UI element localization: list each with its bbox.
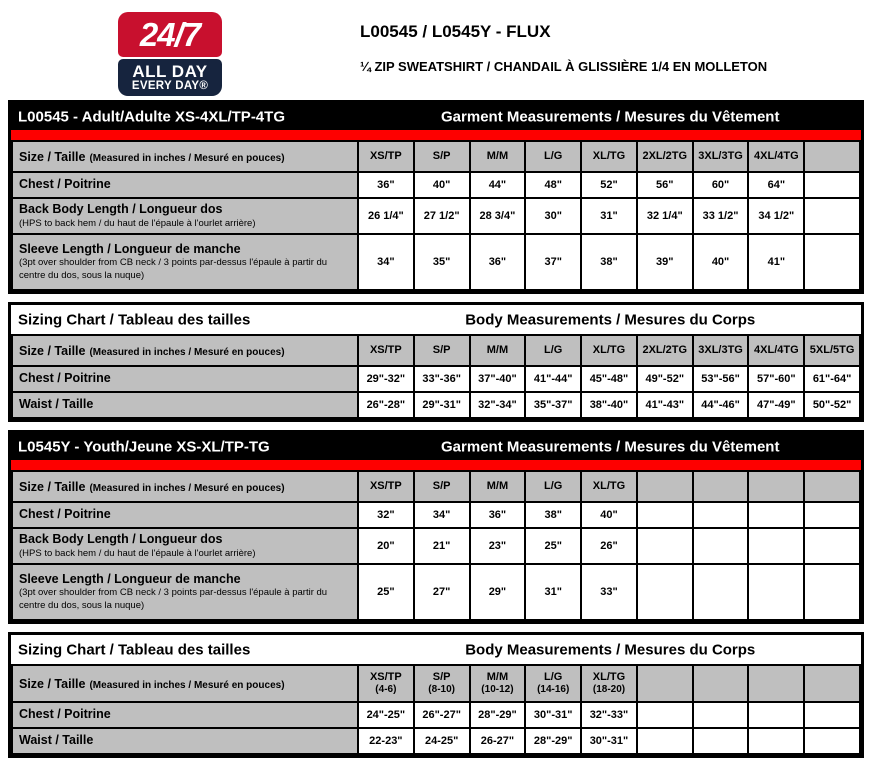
row-label-cell	[12, 702, 358, 728]
row-label: Sleeve Length / Longueur de manche	[19, 241, 241, 256]
table-header-bar	[11, 433, 861, 460]
size-column-label: 4XL/4TG	[754, 343, 799, 356]
size-column-header	[804, 141, 860, 172]
row-label: Chest / Poitrine	[19, 177, 111, 192]
doc-header	[0, 0, 871, 100]
value-cell	[693, 528, 749, 564]
size-label-note: (Measured in inches / Mesuré en pouces)	[89, 346, 285, 358]
value-cell: 30"-31"	[581, 728, 637, 754]
row-sublabel: (HPS to back hem / du haut de l'épaule à l'ourlet arrière)	[19, 217, 256, 229]
title-block	[360, 22, 767, 74]
measurement-row	[12, 366, 860, 392]
value-cell: 50"-52"	[804, 392, 860, 418]
value-cell: 44"	[470, 172, 526, 198]
size-column-header	[748, 141, 804, 172]
value-cell	[748, 528, 804, 564]
measurement-row	[12, 172, 860, 198]
size-label-cell	[12, 471, 358, 502]
measurement-row	[12, 502, 860, 528]
value-cell: 61"-64"	[804, 366, 860, 392]
size-label-cell	[12, 335, 358, 366]
value-cell: 32"-34"	[470, 392, 526, 418]
size-tables-container	[8, 100, 864, 766]
table-adult-body	[8, 302, 864, 422]
table-youth-body	[8, 632, 864, 758]
value-cell: 26-27"	[470, 728, 526, 754]
size-column-label: M/M	[486, 343, 509, 356]
size-column-header	[358, 471, 414, 502]
product-subtitle: ¼ ZIP SWEATSHIRT / CHANDAIL À GLISSIÈRE 1/4 EN MOLLETON	[360, 59, 768, 74]
size-column-range: (10-12)	[481, 684, 514, 696]
row-label-cell	[12, 392, 358, 418]
size-column-range: (4-6)	[375, 684, 397, 696]
measurement-row	[12, 392, 860, 418]
size-column-label: S/P	[432, 670, 451, 683]
value-cell: 52"	[581, 172, 637, 198]
value-cell: 41"-44"	[525, 366, 581, 392]
value-cell: 29"-32"	[358, 366, 414, 392]
size-table	[11, 664, 861, 755]
brand-logo	[118, 12, 222, 96]
value-cell	[693, 728, 749, 754]
value-cell: 36"	[470, 502, 526, 528]
value-cell: 29"	[470, 564, 526, 620]
measurement-row	[12, 728, 860, 754]
size-column-label: XS/TP	[369, 479, 402, 492]
value-cell	[804, 702, 860, 728]
value-cell: 34"	[414, 502, 470, 528]
row-label-cell	[12, 564, 358, 620]
size-column-range: (14-16)	[537, 684, 570, 696]
value-cell: 35"-37"	[525, 392, 581, 418]
size-column-label: XS/TP	[369, 670, 402, 683]
value-cell	[693, 502, 749, 528]
size-column-header	[637, 665, 693, 702]
size-table	[11, 470, 861, 621]
value-cell	[637, 728, 693, 754]
table-header-right: Garment Measurements / Mesures du Vêtement	[441, 438, 780, 455]
value-cell: 27 1/2"	[414, 198, 470, 234]
size-column-label: XL/TG	[592, 343, 626, 356]
size-column-header	[358, 335, 414, 366]
value-cell	[637, 564, 693, 620]
size-column-header	[525, 665, 581, 702]
value-cell	[637, 502, 693, 528]
size-column-range: (18-20)	[592, 684, 626, 696]
size-label-cell	[12, 665, 358, 702]
row-sublabel: (3pt over shoulder from CB neck / 3 points par-dessus l'épaule à partir du centre du dos, sous la nuque)	[19, 587, 328, 611]
size-column-header	[581, 471, 637, 502]
value-cell	[748, 502, 804, 528]
row-sublabel: (HPS to back hem / du haut de l'épaule à l'ourlet arrière)	[19, 547, 256, 559]
value-cell: 39"	[637, 234, 693, 290]
table-header-left: Sizing Chart / Tableau des tailles	[18, 311, 251, 328]
value-cell: 40"	[693, 234, 749, 290]
value-cell: 29"-31"	[414, 392, 470, 418]
value-cell: 38"-40"	[581, 392, 637, 418]
table-header-bar	[11, 305, 861, 334]
value-cell: 31"	[581, 198, 637, 234]
value-cell	[748, 728, 804, 754]
value-cell: 24-25"	[414, 728, 470, 754]
value-cell: 28"-29"	[525, 728, 581, 754]
table-header-right: Body Measurements / Mesures du Corps	[465, 311, 756, 328]
size-column-label: M/M	[486, 479, 509, 492]
size-column-header	[748, 471, 804, 502]
logo-all-day-text: ALL DAY	[132, 61, 208, 81]
measurement-row	[12, 234, 860, 290]
table-header-left: L0545Y - Youth/Jeune XS-XL/TP-TG	[18, 438, 270, 455]
row-label: Sleeve Length / Longueur de manche	[19, 571, 241, 586]
value-cell: 25"	[525, 528, 581, 564]
size-column-header	[693, 471, 749, 502]
size-column-header	[804, 665, 860, 702]
size-table	[11, 334, 861, 419]
table-header-right: Garment Measurements / Mesures du Vêtement	[441, 108, 780, 125]
size-column-header	[414, 471, 470, 502]
value-cell: 38"	[581, 234, 637, 290]
value-cell: 26 1/4"	[358, 198, 414, 234]
value-cell: 28 3/4"	[470, 198, 526, 234]
size-column-label: S/P	[432, 343, 451, 356]
value-cell: 20"	[358, 528, 414, 564]
size-header-row	[12, 471, 860, 502]
value-cell	[748, 702, 804, 728]
size-header-row	[12, 665, 860, 702]
size-column-header	[637, 141, 693, 172]
size-column-header	[581, 665, 637, 702]
value-cell: 36"	[470, 234, 526, 290]
size-column-header	[804, 335, 860, 366]
size-column-label: XL/TG	[592, 149, 626, 162]
measurement-row	[12, 564, 860, 620]
size-column-header	[470, 335, 526, 366]
table-header-bar	[11, 635, 861, 664]
value-cell: 37"	[525, 234, 581, 290]
row-label: Waist / Taille	[19, 397, 94, 412]
value-cell	[804, 198, 860, 234]
size-column-label: 3XL/3TG	[698, 343, 743, 356]
value-cell	[804, 234, 860, 290]
size-column-header	[470, 471, 526, 502]
value-cell: 41"	[748, 234, 804, 290]
value-cell: 37"-40"	[470, 366, 526, 392]
value-cell: 44"-46"	[693, 392, 749, 418]
value-cell: 60"	[693, 172, 749, 198]
logo-24-7-badge	[118, 12, 222, 57]
value-cell: 41"-43"	[637, 392, 693, 418]
size-column-label: M/M	[486, 149, 509, 162]
size-column-label: L/G	[544, 479, 563, 492]
size-column-label: 5XL/5TG	[809, 343, 855, 356]
value-cell	[693, 564, 749, 620]
row-label: Back Body Length / Longueur dos	[19, 532, 223, 547]
value-cell: 36"	[358, 172, 414, 198]
value-cell: 40"	[414, 172, 470, 198]
size-column-header	[693, 335, 749, 366]
measurement-row	[12, 198, 860, 234]
value-cell: 31"	[525, 564, 581, 620]
value-cell	[804, 502, 860, 528]
value-cell: 32"	[358, 502, 414, 528]
size-column-header	[748, 335, 804, 366]
size-column-header	[637, 471, 693, 502]
value-cell: 32 1/4"	[637, 198, 693, 234]
value-cell	[693, 702, 749, 728]
size-column-header	[804, 471, 860, 502]
size-column-label: 4XL/4TG	[754, 149, 799, 162]
size-column-header	[525, 141, 581, 172]
size-column-label: XS/TP	[369, 149, 402, 162]
value-cell: 34"	[358, 234, 414, 290]
value-cell: 26"-27"	[414, 702, 470, 728]
table-youth-garment	[8, 430, 864, 624]
size-column-label: XS/TP	[369, 343, 402, 356]
size-column-label: L/G	[544, 670, 563, 683]
red-stripe	[11, 460, 861, 470]
value-cell: 27"	[414, 564, 470, 620]
value-cell: 35"	[414, 234, 470, 290]
size-column-header	[470, 141, 526, 172]
measurement-row	[12, 702, 860, 728]
row-label-cell	[12, 366, 358, 392]
size-column-header	[414, 335, 470, 366]
logo-24-7-text: 24/7	[139, 15, 201, 53]
size-column-label: L/G	[544, 149, 563, 162]
value-cell: 30"	[525, 198, 581, 234]
value-cell	[804, 528, 860, 564]
row-label-cell	[12, 728, 358, 754]
value-cell: 23"	[470, 528, 526, 564]
value-cell: 25"	[358, 564, 414, 620]
size-column-header	[358, 141, 414, 172]
value-cell: 34 1/2"	[748, 198, 804, 234]
size-label-note: (Measured in inches / Mesuré en pouces)	[89, 152, 285, 164]
size-label: Size / Taille	[19, 149, 86, 164]
size-header-row	[12, 141, 860, 172]
value-cell: 26"	[581, 528, 637, 564]
value-cell: 49"-52"	[637, 366, 693, 392]
measurement-row	[12, 528, 860, 564]
row-label-cell	[12, 528, 358, 564]
row-label-cell	[12, 234, 358, 290]
table-header-left: L00545 - Adult/Adulte XS-4XL/TP-4TG	[18, 108, 285, 125]
size-column-header	[414, 141, 470, 172]
size-column-header	[693, 141, 749, 172]
table-header-bar	[11, 103, 861, 130]
value-cell: 28"-29"	[470, 702, 526, 728]
value-cell	[637, 528, 693, 564]
size-column-label: XL/TG	[592, 479, 626, 492]
size-label-note: (Measured in inches / Mesuré en pouces)	[89, 482, 285, 494]
size-column-header	[414, 665, 470, 702]
value-cell: 24"-25"	[358, 702, 414, 728]
size-column-header	[358, 665, 414, 702]
value-cell	[748, 564, 804, 620]
value-cell: 22-23"	[358, 728, 414, 754]
value-cell: 33"-36"	[414, 366, 470, 392]
row-label-cell	[12, 502, 358, 528]
row-label: Waist / Taille	[19, 733, 94, 748]
value-cell: 40"	[581, 502, 637, 528]
logo-all-day-badge	[118, 59, 222, 96]
size-column-header	[637, 335, 693, 366]
value-cell: 21"	[414, 528, 470, 564]
size-column-header	[525, 335, 581, 366]
size-column-header	[470, 665, 526, 702]
size-column-label: S/P	[432, 479, 451, 492]
size-header-row	[12, 335, 860, 366]
value-cell	[804, 172, 860, 198]
size-column-label: 2XL/2TG	[642, 343, 688, 356]
table-header-left: Sizing Chart / Tableau des tailles	[18, 641, 251, 658]
size-column-header	[693, 665, 749, 702]
value-cell: 33 1/2"	[693, 198, 749, 234]
value-cell: 26"-28"	[358, 392, 414, 418]
size-label: Size / Taille	[19, 343, 86, 358]
size-column-header	[525, 471, 581, 502]
value-cell: 33"	[581, 564, 637, 620]
size-column-label: M/M	[486, 670, 509, 683]
size-column-label: 2XL/2TG	[642, 149, 688, 162]
size-column-label: L/G	[544, 343, 563, 356]
value-cell: 30"-31"	[525, 702, 581, 728]
table-header-right: Body Measurements / Mesures du Corps	[465, 641, 756, 658]
row-label: Chest / Poitrine	[19, 707, 111, 722]
product-title: L00545 / L0545Y - FLUX	[360, 22, 551, 41]
row-label-cell	[12, 198, 358, 234]
value-cell: 38"	[525, 502, 581, 528]
size-column-label: XL/TG	[592, 670, 626, 683]
logo-every-day-text: EVERY DAY®	[131, 80, 209, 93]
size-column-header	[581, 141, 637, 172]
value-cell	[637, 702, 693, 728]
value-cell	[804, 564, 860, 620]
size-label-note: (Measured in inches / Mesuré en pouces)	[89, 679, 285, 691]
table-adult-garment	[8, 100, 864, 294]
row-label: Chest / Poitrine	[19, 507, 111, 522]
value-cell: 57"-60"	[748, 366, 804, 392]
value-cell: 32"-33"	[581, 702, 637, 728]
row-label-cell	[12, 172, 358, 198]
value-cell	[804, 728, 860, 754]
value-cell: 47"-49"	[748, 392, 804, 418]
value-cell: 45"-48"	[581, 366, 637, 392]
value-cell: 56"	[637, 172, 693, 198]
size-label: Size / Taille	[19, 676, 86, 691]
value-cell: 64"	[748, 172, 804, 198]
red-stripe	[11, 130, 861, 140]
row-label: Back Body Length / Longueur dos	[19, 202, 223, 217]
size-column-label: 3XL/3TG	[698, 149, 743, 162]
row-sublabel: (3pt over shoulder from CB neck / 3 points par-dessus l'épaule à partir du centre du dos, sous la nuque)	[19, 257, 328, 281]
size-column-label: S/P	[432, 149, 451, 162]
size-column-range: (8-10)	[428, 684, 455, 696]
size-column-header	[581, 335, 637, 366]
row-label: Chest / Poitrine	[19, 371, 111, 386]
size-table	[11, 140, 861, 291]
value-cell: 53"-56"	[693, 366, 749, 392]
size-label-cell	[12, 141, 358, 172]
size-label: Size / Taille	[19, 479, 86, 494]
value-cell: 48"	[525, 172, 581, 198]
size-column-header	[748, 665, 804, 702]
